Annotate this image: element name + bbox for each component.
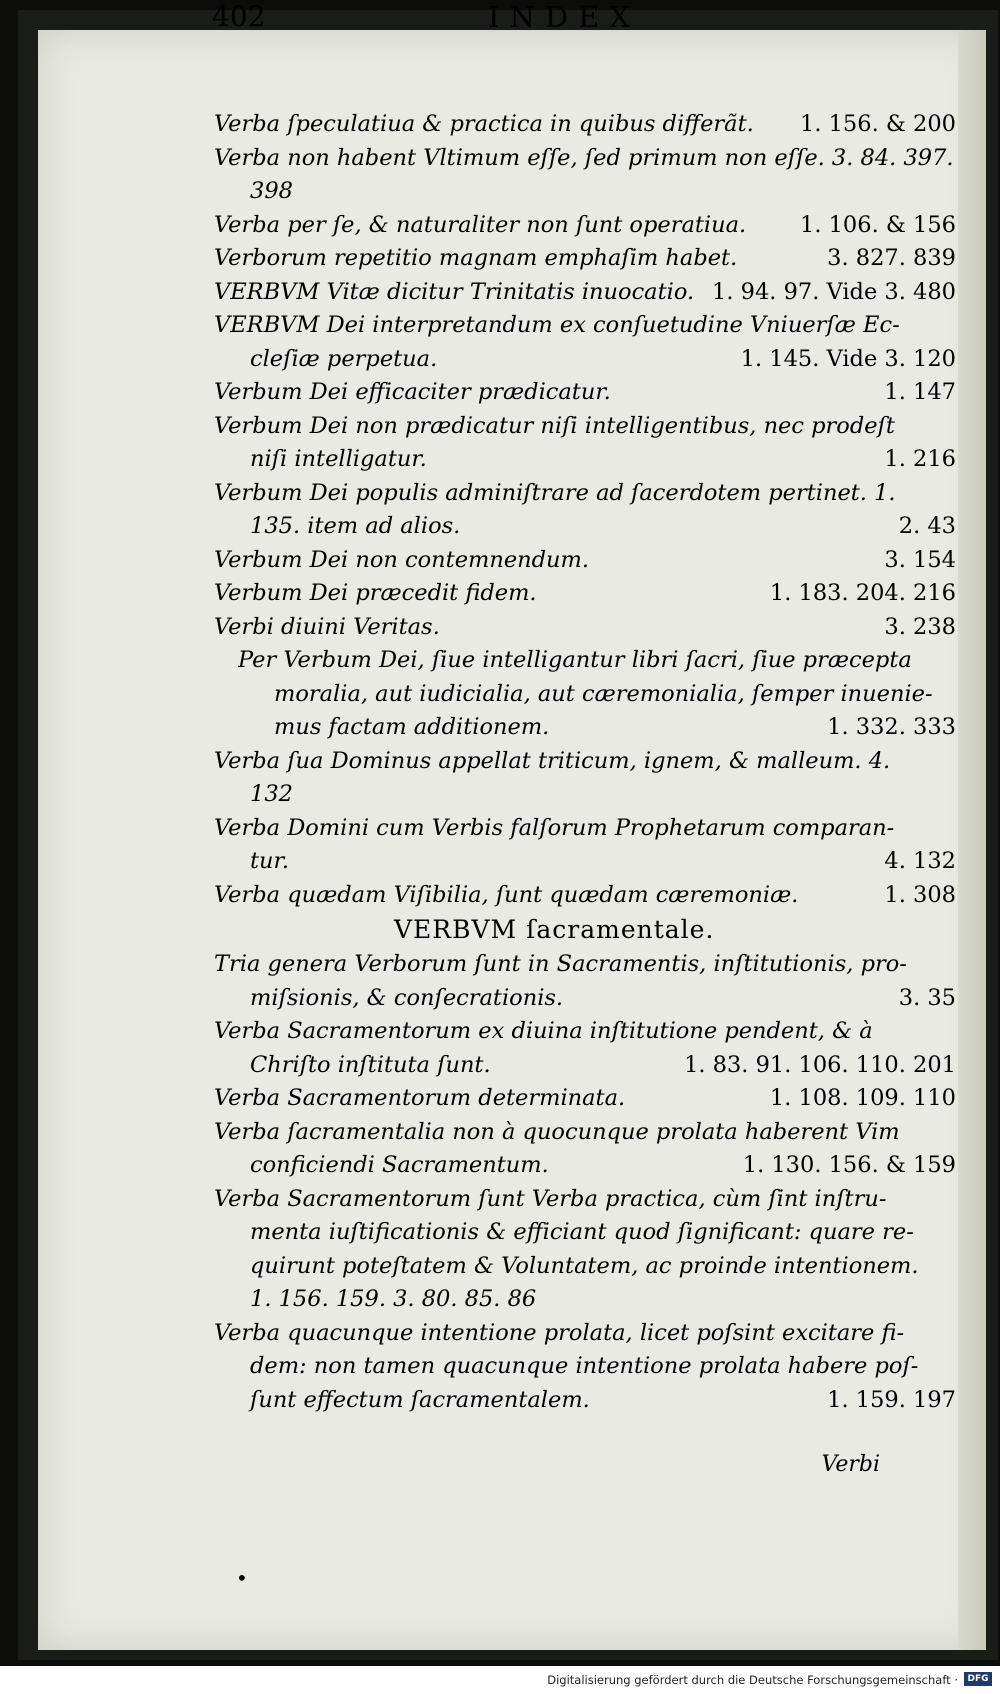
entry-text: Verba ſua Dominus appellat triticum, ignem, & malleum. 4. (214, 747, 891, 774)
entry-text: Verba ſacramentalia non à quocunque prolata haberent Vim (214, 1118, 900, 1145)
entry-text: Per Verbum Dei, ſiue intelligantur libri ſacri, ſiue præcepta (238, 647, 912, 673)
entry-text: cleſiæ perpetua. (250, 345, 438, 372)
index-entry (214, 1317, 956, 1418)
entry-text: VERBVM Vitæ dicitur Trinitatis inuocatio. (214, 278, 695, 305)
entry-text: mus factam additionem. (274, 714, 550, 740)
entry-reference: 1. 332. 333 (827, 714, 956, 740)
entry-reference: 3. 238 (884, 613, 956, 640)
page-number: 402 (212, 0, 266, 33)
index-entry (214, 879, 956, 913)
section-heading: VERBVM ſacramentale. (394, 915, 715, 944)
footer-credit: Digitalisierung gefördert durch die Deutsche Forschungsgemeinschaft · (547, 1673, 958, 1687)
entry-text: Verbi diuini Veritas. (214, 613, 440, 640)
entry-reference: 1. 94. 97. Vide 3. 480 (712, 278, 956, 305)
entry-text: miſsionis, & conſecrationis. (250, 984, 564, 1011)
entry-text: Verbum Dei præcedit fidem. (214, 580, 537, 606)
index-entry (214, 1116, 956, 1183)
entry-line (214, 1250, 956, 1284)
entry-line (238, 711, 956, 745)
index-entry (214, 477, 956, 544)
entry-text: conficiendi Sacramentum. (250, 1152, 549, 1178)
index-entry (214, 1015, 956, 1082)
entry-reference: 1. 130. 156. & 159 (742, 1152, 956, 1178)
index-entry (214, 108, 956, 142)
index-entry (214, 644, 956, 745)
page-title: INDEX (488, 0, 640, 34)
entry-line (214, 982, 956, 1016)
entry-text: Tria genera Verborum ſunt in Sacramentis, inſtitutionis, pro- (214, 951, 907, 977)
entry-reference: 4. 132 (884, 848, 956, 874)
entry-text: moralia, aut iudicialia, aut cæremonialia, ſemper inuenie- (274, 680, 933, 707)
index-entry (214, 948, 956, 1015)
entry-line (214, 410, 956, 444)
index-entry (214, 209, 956, 243)
entry-text: 132 (250, 781, 293, 807)
entry-text: 398 (250, 178, 293, 204)
entry-line (238, 678, 956, 712)
entry-text: 135. item ad alios. (250, 513, 461, 539)
entry-text: Verba Domini cum Verbis falſorum Prophetarum comparan- (214, 814, 895, 841)
ink-dot: • (236, 1566, 248, 1590)
entry-reference: 1. 216 (884, 446, 956, 472)
entry-text: Verba Sacramentorum ex diuina inſtitutione pendent, & à (214, 1018, 873, 1044)
index-entry (214, 745, 956, 812)
entry-line (214, 1149, 956, 1183)
entry-line (214, 209, 956, 243)
index-entry (214, 142, 956, 209)
entry-line (214, 242, 956, 276)
entry-reference: 1. 183. 204. 216 (769, 580, 956, 606)
page-edge (958, 30, 986, 1650)
entry-line (214, 1216, 956, 1250)
entry-line (214, 1183, 956, 1217)
entry-reference: 1. 145. Vide 3. 120 (740, 345, 956, 372)
index-entries (214, 108, 956, 1417)
entry-line (214, 1049, 956, 1083)
entry-line (214, 611, 956, 645)
index-entry (214, 242, 956, 276)
entry-text: ſunt effectum ſacramentalem. (250, 1386, 590, 1413)
entry-line (214, 1317, 956, 1351)
entry-text: quirunt poteſtatem & Voluntatem, ac proinde intentionem. (250, 1252, 919, 1279)
entry-reference: 3. 154 (884, 546, 956, 573)
entry-line (214, 778, 956, 812)
footer-bar (0, 1666, 1000, 1694)
entry-line (214, 745, 956, 779)
entry-line (214, 812, 956, 846)
entry-text: Verbum Dei populis adminiſtrare ad ſacerdotem pertinet. 1. (214, 479, 896, 506)
entry-line (214, 544, 956, 578)
dfg-logo: DFG (964, 1672, 992, 1686)
entry-reference: 1. 106. & 156 (800, 211, 956, 238)
entry-line (214, 376, 956, 410)
entry-reference: 1. 147 (884, 379, 956, 405)
entry-text: Verbum Dei non prædicatur niſi intelligentibus, nec prodeſt (214, 412, 895, 439)
entry-line (214, 142, 956, 176)
entry-line (214, 510, 956, 544)
index-entry (214, 812, 956, 879)
entry-reference: 1. 108. 109. 110 (769, 1085, 956, 1111)
entry-reference: 3. 35 (898, 984, 956, 1011)
entry-line (214, 276, 956, 310)
entry-text: Verba quædam Viſibilia, ſunt quædam cæremoniæ. (214, 881, 799, 908)
entry-text: Verba Sacramentorum ſunt Verba practica, cùm ſint inſtru- (214, 1185, 887, 1212)
entry-line (214, 443, 956, 477)
entry-line (214, 477, 956, 511)
index-entry (214, 1183, 956, 1317)
entry-reference: 2. 43 (898, 513, 956, 539)
entry-text: 1. 156. 159. 3. 80. 85. 86 (250, 1286, 537, 1312)
entry-text: Verba non habent Vltimum eſſe, ſed primum non eſſe. 3. 84. 397. (214, 144, 954, 171)
entry-text: Verba ſpeculatiua & practica in quibus differãt. (214, 111, 754, 137)
entry-text: Chriſto inſtituta ſunt. (250, 1051, 491, 1078)
entry-line (214, 577, 956, 611)
entry-text: niſi intelligatur. (250, 446, 427, 472)
entry-line (214, 1283, 956, 1317)
entry-line (214, 1015, 956, 1049)
entry-line (214, 1116, 956, 1150)
entry-reference: 1. 159. 197 (827, 1386, 956, 1413)
index-entry (214, 276, 956, 310)
entry-line (214, 1384, 956, 1418)
entry-line (238, 644, 956, 678)
index-entry (214, 1082, 956, 1116)
index-entry (214, 410, 956, 477)
entry-text: Verbum Dei non contemnendum. (214, 546, 590, 573)
entry-line (214, 1350, 956, 1384)
entry-line (214, 108, 956, 142)
entry-reference: 3. 827. 839 (827, 245, 956, 271)
index-entry (214, 544, 956, 578)
entry-text: Verba per ſe, & naturaliter non ſunt operatiua. (214, 211, 747, 238)
index-entry (214, 577, 956, 611)
entry-reference: 1. 83. 91. 106. 110. 201 (684, 1051, 956, 1078)
entry-text: menta iuſtificationis & efficiant quod ſignificant: quare re- (250, 1219, 914, 1245)
entry-line (214, 175, 956, 209)
entry-text: Verborum repetitio magnam emphaſim habet. (214, 245, 738, 271)
entry-text: VERBVM Dei interpretandum ex conſuetudine Vniuerſæ Ec- (214, 312, 900, 338)
entry-reference: 1. 308 (884, 881, 956, 908)
entry-line (214, 309, 956, 343)
entry-text: Verbum Dei efficaciter prædicatur. (214, 379, 611, 405)
index-entry (214, 611, 956, 645)
entry-text: Verba quacunque intentione prolata, licet poſsint excitare fi- (214, 1319, 905, 1346)
entry-reference: 1. 156. & 200 (800, 111, 956, 137)
entry-line (214, 1082, 956, 1116)
entry-line (214, 948, 956, 982)
entry-line (214, 845, 956, 879)
entry-text: Verba Sacramentorum determinata. (214, 1085, 626, 1111)
entry-line (214, 343, 956, 377)
entry-text: dem: non tamen quacunque intentione prolata habere poſ- (250, 1353, 919, 1379)
entry-line (214, 879, 956, 913)
index-entry (214, 309, 956, 376)
entry-text: tur. (250, 848, 289, 874)
index-entry (214, 376, 956, 410)
catchword: Verbi (821, 1452, 880, 1477)
